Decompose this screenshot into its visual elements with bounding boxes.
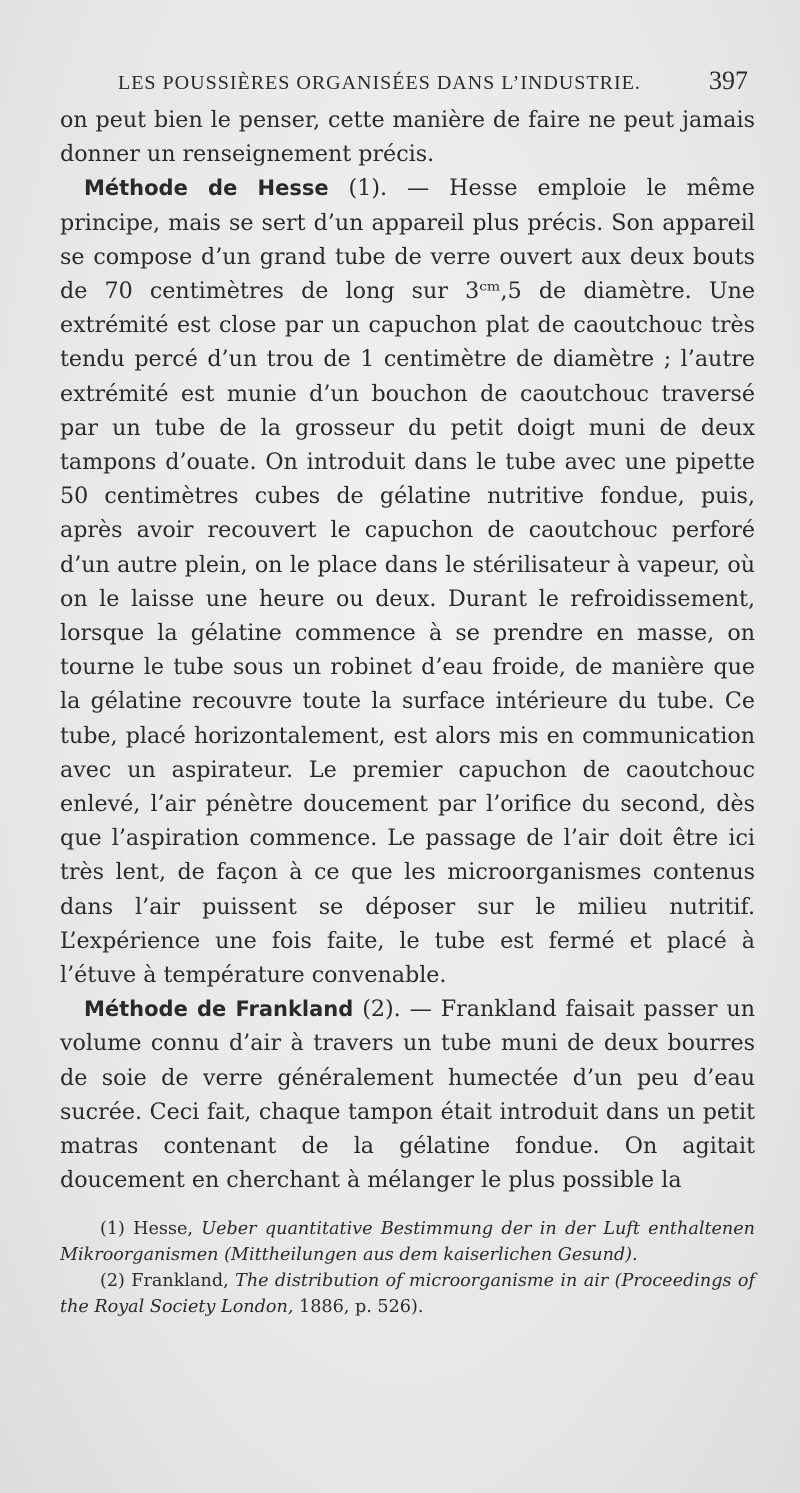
paragraph-frankland [60, 992, 755, 1197]
paragraph-continuation: on peut bien le penser, cette manière de faire ne peut jamais donner un renseignement précis. [60, 107, 755, 168]
footnote-1 [60, 1216, 755, 1268]
page-number: 397 [709, 66, 748, 95]
footnote-ref-1: (1). — [328, 175, 450, 202]
footnote-2-tail: 1886, p. 526). [293, 1297, 424, 1317]
section-heading-hesse: Méthode de Hesse [84, 176, 329, 201]
paragraph-frankland-text: Frankland faisait passer un volume connu d’air à travers un tube muni de deux bourres de soie de verre généralement humectée d’un peu d’eau sucrée. Ceci fait, chaque tampon était introduit dans un petit matras contenant de la gélatine fondue. On agitait doucement en cherchant à mélanger le plus possible la [60, 996, 756, 1194]
section-heading-frankland: Méthode de Frankland [84, 997, 354, 1022]
footnote-1-author: (1) Hesse, [100, 1219, 202, 1239]
running-header [118, 64, 748, 104]
paragraph-hesse-text: Hesse emploie le même principe, mais se sert d’un appareil plus précis. Son appareil se compose d’un grand tube de verre ouvert aux deux bouts de 70 centimètres de long sur 3ᶜᵐ,5 de diamètre. Une extrémité est close par un capuchon plat de caoutchouc très tendu percé d’un trou de 1 centimètre de diamètre ; l’autre extrémité est munie d’un bouchon de caoutchouc traversé par un tube de la grosseur du petit doigt muni de deux tampons d’ouate. On introduit dans le tube avec une pipette 50 centimètres cubes de gélatine nutritive fondue, puis, après avoir recouvert le capuchon de caoutchouc perforé d’un autre plein, on le place dans le stérilisateur à vapeur, où on le laisse une heure ou deux. Durant le refroidissement, lorsque la gélatine commence à se prendre en masse, on tourne le tube sous un robinet d’eau froide, de manière que la gélatine recouvre toute la surface intérieure du tube. Ce tube, placé horizontalement, est alors mis en communication avec un aspirateur. Le premier capuchon de caoutchouc enlevé, l’air pénètre doucement par l’orifice du second, dès que l’aspiration commence. Le passage de l’air doit être ici très lent, de façon à ce que les microorganismes contenus dans l’air puissent se déposer sur le milieu nutritif. L’expérience une fois faite, le tube est fermé et placé à l’étuve à température convenable. [60, 175, 755, 989]
body-text [60, 103, 755, 1198]
footnote-ref-2: (2). — [353, 996, 441, 1023]
footnote-2-author: (2) Frankland, [100, 1271, 236, 1291]
paragraph-hesse [60, 171, 755, 992]
footnotes [60, 1216, 755, 1320]
footnote-1-title: Ueber quantitative Bestimmung der in der Luft enthaltenen Mikroorganismen (Mittheilungen aus dem kaiserlichen Gesund). [60, 1219, 755, 1265]
running-title: LES POUSSIÈRES ORGANISÉES DANS L’INDUSTRIE. [118, 72, 641, 94]
footnote-2 [60, 1268, 755, 1320]
footnote-2-title: The distribution of microorganisme in air (Proceedings of the Royal Society London, [60, 1271, 755, 1317]
